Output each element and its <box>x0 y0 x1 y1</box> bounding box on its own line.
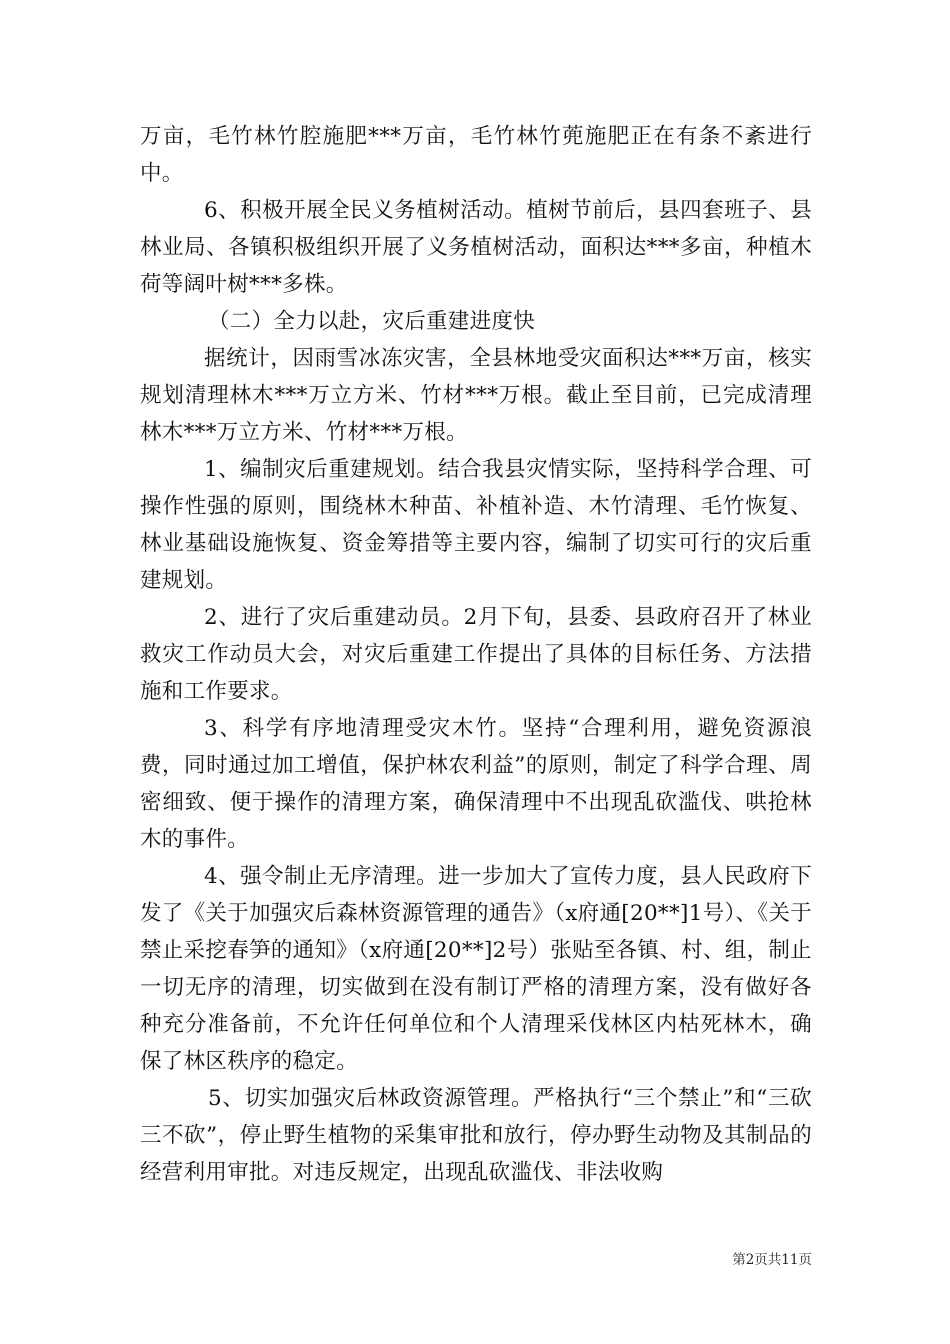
paragraph-statistics: 据统计，因雨雪冰冻灾害，全县林地受灾面积达***万亩，核实规划清理林木***万立方米、竹材***万根。截止至目前，已完成清理林木***万立方米、竹材***万根。 <box>140 346 812 445</box>
section-heading: （二）全力以赴，灾后重建进度快 <box>208 309 536 334</box>
paragraph-item-6: 6、积极开展全民义务植树活动。植树节前后，县四套班子、县林业局、各镇积极组织开展了义务植树活动，面积达***多亩，种植木荷等阔叶树***多株。 <box>140 198 812 297</box>
page-number-footer: 第2页共11页 <box>732 1252 812 1268</box>
document-body <box>140 118 812 1191</box>
paragraph-item-5: 5、切实加强灾后林政资源管理。严格执行“三个禁止”和“三砍三不砍”，停止野生植物的采集审批和放行，停办野生动物及其制品的经营利用审批。对违反规定，出现乱砍滥伐、非法收购 <box>140 1086 812 1185</box>
paragraph-item-1: 1、编制灾后重建规划。结合我县灾情实际，坚持科学合理、可操作性强的原则，围绕林木种苗、补植补造、木竹清理、毛竹恢复、林业基础设施恢复、资金筹措等主要内容，编制了切实可行的灾后重建规划。 <box>140 457 812 593</box>
paragraph-item-3: 3、科学有序地清理受灾木竹。坚持“合理利用，避免资源浪费，同时通过加工增值，保护林农利益”的原则，制定了科学合理、周密细致、便于操作的清理方案，确保清理中不出现乱砍滥伐、哄抢林木的事件。 <box>140 716 812 852</box>
paragraph-item-4: 4、强令制止无序清理。进一步加大了宣传力度，县人民政府下发了《关于加强灾后森林资源管理的通告》（x府通[20**]1号）、《关于禁止采挖春笋的通知》（x府通[20**]2号）张贴至各镇、村、组，制止一切无序的清理，切实做到在没有制订严格的清理方案，没有做好各种充分准备前，不允许任何单位和个人清理采伐林区内枯死林木，确保了林区秩序的稳定。 <box>140 864 812 1074</box>
paragraph-continuation: 万亩，毛竹林竹腔施肥***万亩，毛竹林竹蔸施肥正在有条不紊进行中。 <box>140 124 812 186</box>
paragraph-item-2: 2、进行了灾后重建动员。2月下旬，县委、县政府召开了林业救灾工作动员大会，对灾后重建工作提出了具体的目标任务、方法措施和工作要求。 <box>140 605 812 704</box>
